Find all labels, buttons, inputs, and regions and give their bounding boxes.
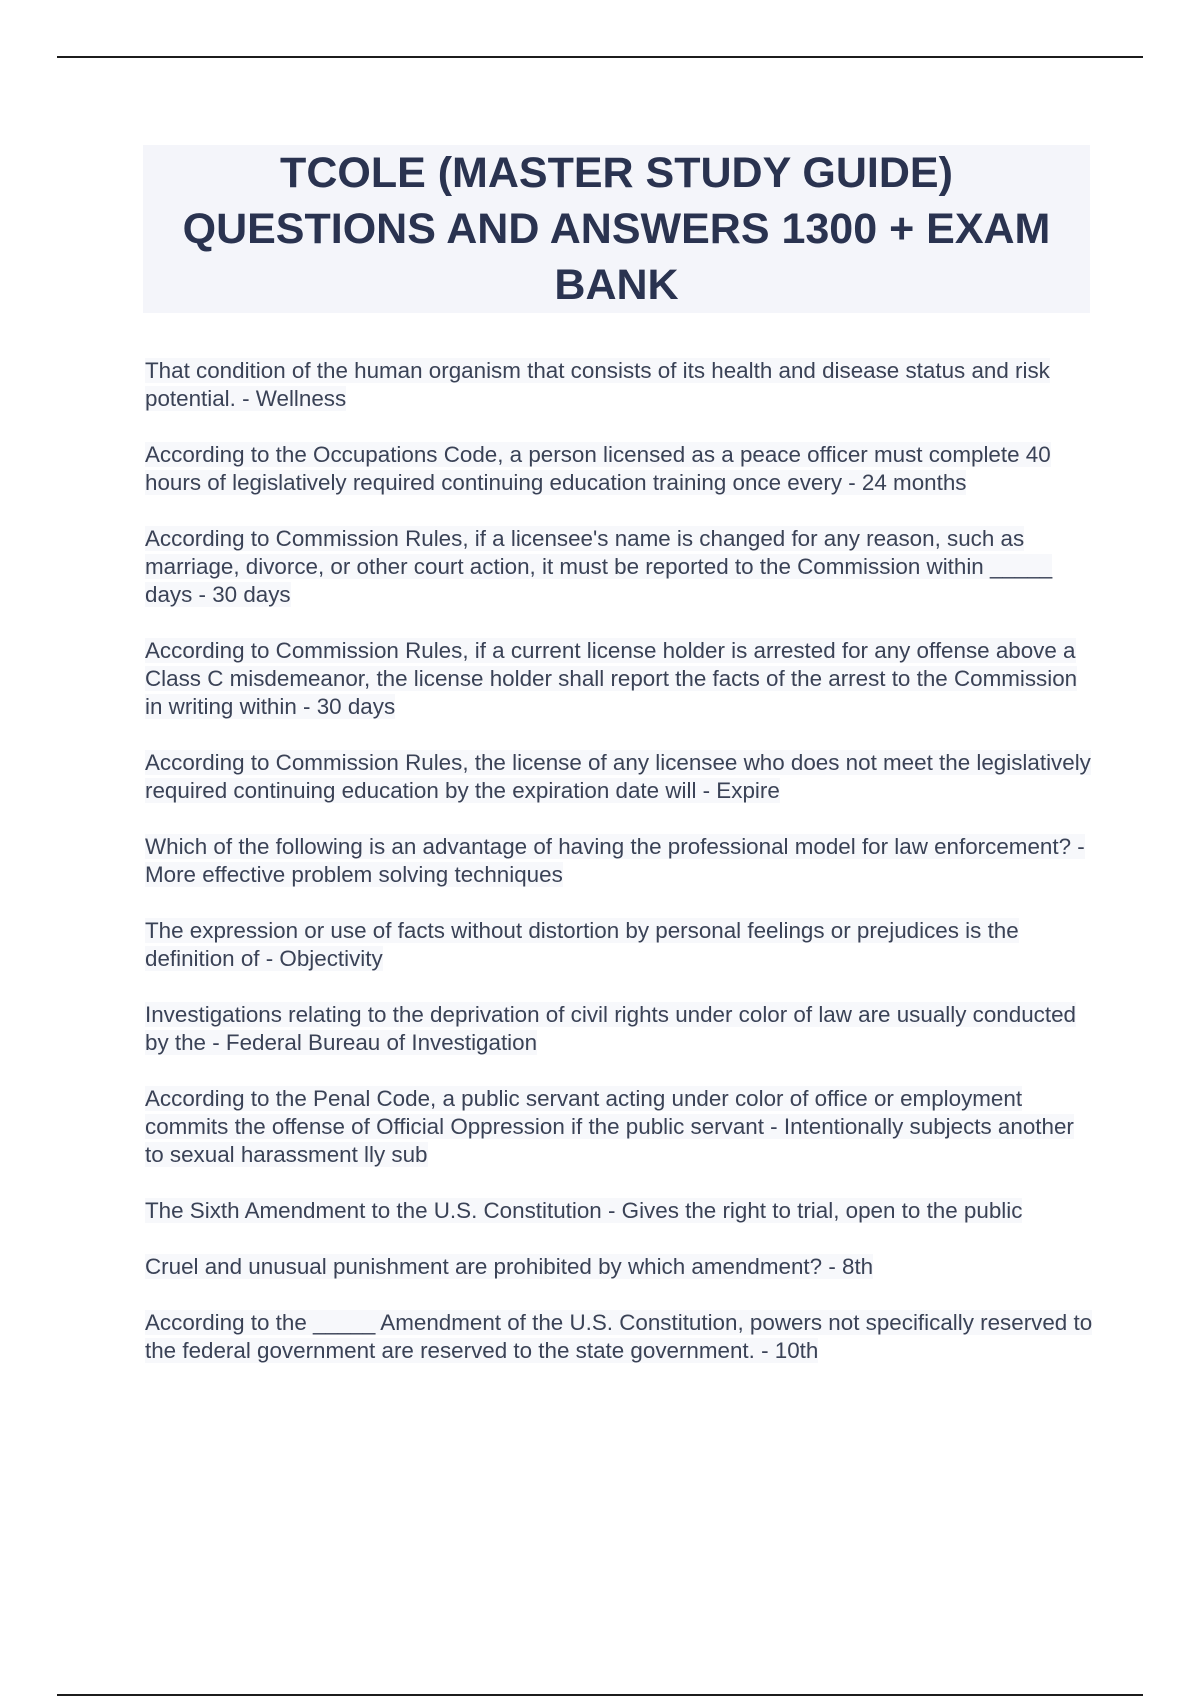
- qa-item: [145, 1309, 1095, 1365]
- qa-item: [145, 441, 1095, 497]
- qa-text: Cruel and unusual punishment are prohibited by which amendment? - 8th: [145, 1254, 874, 1279]
- bottom-rule: [57, 1694, 1143, 1696]
- qa-list: [145, 357, 1095, 1393]
- qa-item: [145, 525, 1095, 609]
- qa-text: The Sixth Amendment to the U.S. Constitution - Gives the right to trial, open to the public: [145, 1198, 1023, 1223]
- qa-text: That condition of the human organism that consists of its health and disease status and risk potential. - Wellness: [145, 358, 1050, 411]
- qa-item: [145, 917, 1095, 973]
- qa-text: According to Commission Rules, if a licensee's name is changed for any reason, such as marriage, divorce, or other court action, it must be reported to the Commission within _____ days - 30 days: [145, 526, 1053, 607]
- qa-item: [145, 1001, 1095, 1057]
- qa-item: [145, 357, 1095, 413]
- qa-text: According to Commission Rules, if a current license holder is arrested for any offense above a Class C misdemeanor, the license holder shall report the facts of the arrest to the Commission in writing within - 30 days: [145, 638, 1078, 719]
- qa-text: According to the Occupations Code, a person licensed as a peace officer must complete 40 hours of legislatively required continuing education training once every - 24 months: [145, 442, 1051, 495]
- qa-text: Investigations relating to the deprivation of civil rights under color of law are usually conducted by the - Federal Bureau of Investigation: [145, 1002, 1076, 1055]
- qa-item: [145, 1085, 1095, 1169]
- qa-text: The expression or use of facts without distortion by personal feelings or prejudices is the definition of - Objectivity: [145, 918, 1019, 971]
- title-banner: [143, 145, 1090, 313]
- document-title: TCOLE (MASTER STUDY GUIDE) QUESTIONS AND ANSWERS 1300 + EXAM BANK: [182, 149, 1051, 309]
- qa-item: [145, 637, 1095, 721]
- top-rule: [57, 56, 1143, 58]
- qa-item: [145, 833, 1095, 889]
- qa-text: According to the Penal Code, a public servant acting under color of office or employment commits the offense of Official Oppression if the public servant - Intentionally subjects another to sexual harassment lly sub: [145, 1086, 1074, 1167]
- qa-item: [145, 1253, 1095, 1281]
- qa-text: Which of the following is an advantage of having the professional model for law enforcement? - More effective problem solving techniques: [145, 834, 1085, 887]
- qa-item: [145, 1197, 1095, 1225]
- qa-text: According to the _____ Amendment of the U.S. Constitution, powers not specifically reserved to the federal government are reserved to the state government. - 10th: [145, 1310, 1093, 1363]
- qa-item: [145, 749, 1095, 805]
- qa-text: According to Commission Rules, the license of any licensee who does not meet the legislatively required continuing education by the expiration date will - Expire: [145, 750, 1091, 803]
